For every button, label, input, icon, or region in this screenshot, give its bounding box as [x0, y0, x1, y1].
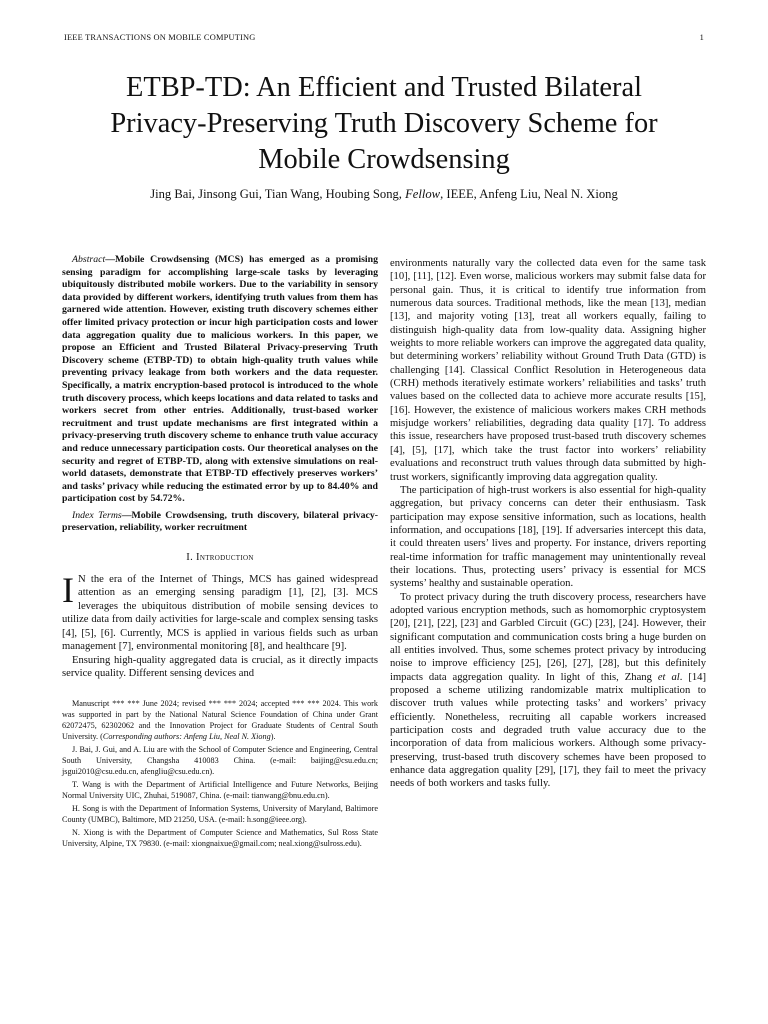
- running-head: [64, 33, 704, 42]
- right-paragraph-2: The participation of high-trust workers is also essential for high-quality aggregation, but privacy concerns can deter their enthusiasm. Task participation may expose sensitive information, such as locations, health information, and occupations [18], [19]. If adversaries intercept this data, it could threaten users’ lives and property. For instance, drivers reporting real-time information for traffic management may unintentionally reveal their locations. Thus, protecting users’ privacy is essential for MCS systems’ healthy and sustainable operation.: [390, 484, 706, 590]
- index-terms-lead: Index Terms: [72, 509, 122, 521]
- et-al: et al: [657, 671, 680, 683]
- authors-fellow: Fellow: [405, 187, 441, 201]
- right-paragraph-3: [390, 591, 706, 791]
- title-line-2: Privacy-Preserving Truth Discovery Scheme for: [110, 108, 658, 139]
- authors-part-2: , IEEE, Anfeng Liu, Neal N. Xiong: [440, 187, 618, 201]
- right-p3-text-2: . [14] proposed a scheme utilizing randomizable matrix multiplication to discover truth values while protecting tasks’ and workers’ privacy efficiently. Nonetheless, recruiting all capable workers increased participation costs and degraded truth value accuracy due to the incorporation of data from malicious workers. Although some privacy-preserving, trust-based truth discovery schemes have been proposed to enhance data aggregation quality [29], [17], they fail to meet the privacy needs of both workers and tasks fully.: [390, 671, 706, 790]
- footnote-affiliation-srsu: N. Xiong is with the Department of Computer Science and Mathematics, Sul Ross State University, Alpine, TX 79830. (e-mail: xiongnaixue@gmail.com; neal.xiong@sulross.edu).: [62, 827, 378, 848]
- footnote-manuscript: [62, 698, 378, 742]
- intro-paragraph-2: Ensuring high-quality aggregated data is crucial, as it directly impacts service quality. Different sensing devices and: [62, 654, 378, 680]
- footnote-1-text: Manuscript *** *** June 2024; revised *** *** 2024; accepted *** *** 2024. This work was supported in part by the National Natural Science Foundation of China under Grant 62072475, 62302062 and the Innovation Project for Graduate Students of Central South University. (: [62, 698, 378, 741]
- section-heading: I. Introduction: [186, 552, 254, 564]
- footnotes: [62, 698, 378, 849]
- drop-cap: I: [62, 569, 74, 610]
- footnote-affiliation-bnu: T. Wang is with the Department of Artificial Intelligence and Future Networks, Beijing Normal University UIC, Zhuhai, 519087, China. (e-mail: tianwang@bnu.edu.cn).: [62, 779, 378, 800]
- abstract: [62, 254, 378, 506]
- footnote-affiliation-csu: J. Bai, J. Gui, and A. Liu are with the School of Computer Science and Engineering, Central South University, Changsha 410083 China. (e-mail: baijing@csu.edu.cn; jsgui2010@csu.edu.cn, afengliu@csu.edu.cn).: [62, 744, 378, 776]
- right-p3-text-1: To protect privacy during the truth discovery process, researchers have adopted various encryption methods, such as homomorphic cryptosystem [20], [21], [22], [23] and Garbled Circuit (GC) [23], [24]. However, their significant computation and communication costs bring a huge burden on all entities involved. Thus, some schemes protect privacy by introducing noise to improve efficiency [25], [26], [27], [28], but this definitely impacts data aggregation quality. In light of this, Zhang: [390, 591, 706, 683]
- footnote-1-end: ).: [270, 731, 276, 741]
- index-terms-text: —Mobile Crowdsensing, truth discovery, bilateral privacy-preservation, reliability, worker recruitment: [62, 509, 378, 534]
- intro-p1-text: N the era of the Internet of Things, MCS has gained widespread attention as an emerging sensing paradigm [1], [2], [3]. MCS leverages the ubiquitous distribution of mobile sensing devices to utilize data from daily activities for large-scale and complex sensing tasks [4], [5], [6]. Currently, MCS is applied in various fields such as urban management [7], environmental monitoring [8], and healthcare [9].: [62, 573, 378, 653]
- title-line-1: ETBP-TD: An Efficient and Trusted Bilateral: [126, 72, 642, 103]
- abstract-text: —Mobile Crowdsensing (MCS) has emerged as a promising sensing paradigm for accomplishing large-scale tasks by leveraging ubiquitously distributed mobile workers. Due to the variability in sensory data provided by different workers, identifying truth values from them has garnered wide attention. However, existing truth discovery schemes either offer limited privacy protection or incur high participation costs and lower data aggregation quality due to malicious workers. In this paper, we propose an Efficient and Trusted Bilateral Privacy-preserving Truth Discovery scheme (ETBP-TD) to obtain high-quality truth values while preventing privacy leakage from both workers and the data requester. Specifically, a matrix encryption-based protocol is introduced to the whole truth discovery process, which keeps locations and data related to tasks and workers secret from other entries. Additionally, trust-based worker recruitment and trust update mechanisms are first integrated within a privacy-preserving truth discovery scheme to enhance truth value accuracy and reduce unnecessary participation costs. Our theoretical analyses on the security and regret of ETBP-TD, along with extensive simulations on real-world datasets, demonstrate that ETBP-TD effectively preserves workers’ and tasks’ privacy while reducing the estimated error by up to 84.40% and participation cost by 54.72%.: [62, 254, 378, 505]
- intro-paragraph-1: [62, 569, 378, 654]
- left-column: [62, 254, 378, 851]
- footnote-affiliation-umbc: H. Song is with the Department of Information Systems, University of Maryland, Baltimore County (UMBC), Baltimore, MD 21250, USA. (e-mail: h.song@ieee.org).: [62, 803, 378, 824]
- corresponding-authors: Corresponding authors: Anfeng Liu, Neal N. Xiong: [102, 731, 271, 741]
- right-paragraph-1: environments naturally vary the collected data even for the same task [10], [11], [12]. Even worse, malicious workers may submit false data for personal gain. Thus, it is critical to identify true information from numerous data sources. Traditional methods, like the mean [13], median [13], and majority voting [13], treat all workers equally, failing to distinguish high-quality data from low-quality data. Assigning higher weights to more reliable workers can improve the aggregated data quality, but determining workers’ reliability without Ground Truth Data (GTD) is challenging [14]. Classical Conflict Resolution in Heterogeneous data (CRH) methods iteratively estimate workers’ reliabilities and tasks’ truth values based on the collected data to achieve more accurate results [15], [16]. However, the existence of malicious workers makes CRH methods misjudge workers’ reliabilities, degrading data quality [17]. To address this issue, researchers have proposed trust-based truth discovery schemes [4], [5], [17], which take the trust factor into workers’ reliability evaluations and reconstruct truth values through data submitted by high-trust workers, significantly improving data aggregation quality.: [390, 258, 706, 483]
- author-list: [0, 187, 768, 202]
- title-line-3: Mobile Crowdsensing: [258, 144, 510, 175]
- paper-title: [0, 70, 768, 178]
- page-number: 1: [699, 33, 704, 42]
- right-column: [390, 257, 706, 791]
- journal-name: IEEE TRANSACTIONS ON MOBILE COMPUTING: [64, 33, 256, 42]
- abstract-lead: Abstract: [72, 254, 106, 265]
- index-terms: [62, 510, 378, 535]
- authors-part-1: Jing Bai, Jinsong Gui, Tian Wang, Houbing Song,: [150, 187, 406, 201]
